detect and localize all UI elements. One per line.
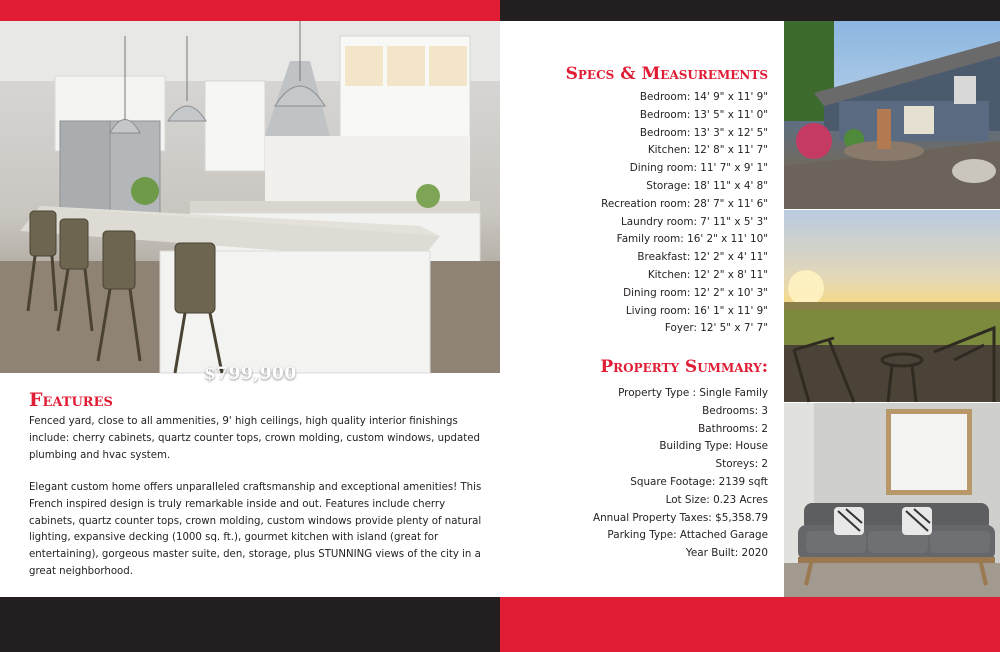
house-exterior-photo [784, 21, 1000, 209]
spec-item: Recreation room: 28' 7" x 11' 6" [601, 197, 768, 210]
summary-item: Bedrooms: 3 [702, 404, 768, 417]
spec-item: Dining room: 12' 2" x 10' 3" [623, 286, 768, 299]
kitchen-photo [0, 21, 500, 384]
spec-item: Dining room: 11' 7" x 9' 1" [629, 162, 768, 175]
summary-item: Annual Property Taxes: $5,358.79 [592, 511, 768, 524]
summary-item: Property Type : Single Family [618, 387, 768, 399]
summary-heading: Property Summary: [600, 357, 768, 377]
summary-item: Bathrooms: 2 [698, 422, 768, 435]
spec-item: Family room: 16' 2" x 11' 10" [616, 233, 768, 246]
summary-item: Parking Type: Attached Garage [607, 529, 768, 542]
spec-item: Bedroom: 13' 3" x 12' 5" [639, 126, 768, 139]
sunset-deck-photo [784, 210, 1000, 402]
features-paragraph-2: Elegant custom home offers unparalleled craftsmanship and exceptional amenities! This French inspired design is truly remarkable inside and out. Features include cherry cabinets, quartz counter tops, crown molding, custom windows provide plenty of natural lighting, expansive decking (1000 sq. ft.), gourmet kitchen with island (great for entertaining), gorgeous master suite, den, storage, plus STUNNING views of the city in a great neighborhood. [29, 482, 482, 577]
specs-list [601, 89, 768, 338]
specs-heading: Specs & Measurements [565, 64, 768, 84]
features-paragraph-1: Fenced yard, close to all ammenities, 9' high ceilings, high quality interior finishings include: cherry cabinets, quartz counter tops, crown molding, custom windows, updated plumbing and hvac system. [29, 416, 480, 461]
spec-item: Living room: 16' 1" x 11' 9" [625, 304, 768, 317]
spec-item: Laundry room: 7' 11" x 5' 3" [620, 215, 768, 228]
top-accent-bar-red [0, 0, 500, 21]
summary-item: Lot Size: 0.23 Acres [665, 493, 768, 506]
top-accent-bar-dark [500, 0, 1000, 21]
features-heading: Features [29, 389, 113, 411]
bottom-accent-bar-dark [0, 597, 500, 652]
summary-item: Building Type: House [659, 440, 768, 453]
summary-item: Square Footage: 2139 sqft [630, 475, 768, 488]
spec-item: Foyer: 12' 5" x 7' 7" [664, 322, 768, 335]
bottom-accent-bar-red [500, 597, 1000, 652]
spec-item: Bedroom: 14' 9" x 11' 9" [639, 91, 768, 103]
spec-item: Storage: 18' 11" x 4' 8" [646, 179, 768, 192]
spec-item: Kitchen: 12' 2" x 8' 11" [647, 268, 768, 281]
listing-price: $799,900 [204, 364, 297, 384]
summary-item: Storeys: 2 [715, 458, 768, 471]
spec-item: Bedroom: 13' 5" x 11' 0" [639, 108, 768, 121]
spec-item: Kitchen: 12' 8" x 11' 7" [647, 144, 768, 157]
spec-item: Breakfast: 12' 2" x 4' 11" [637, 251, 768, 264]
summary-list [593, 385, 768, 563]
living-room-photo [784, 403, 1000, 597]
summary-item: Year Built: 2020 [685, 547, 768, 560]
